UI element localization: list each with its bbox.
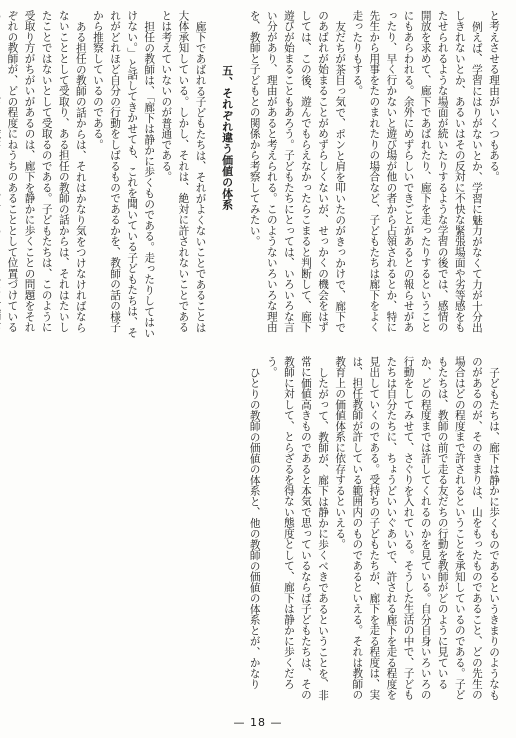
- upper-text-block: [6, 10, 502, 340]
- page-number: — 18 —: [233, 716, 283, 729]
- lower-text-block: [14, 356, 502, 706]
- paragraph: したがって、教師が、廊下は静かに歩くべきであるということを、非常に価値高きものであると本気で思っているならば子どもたちは、その教師に対して、とらざるを得ない態度として、廊下は静かに歩くだろう。: [265, 356, 330, 700]
- section-heading: 五、それぞれ違う価値の体系: [220, 65, 234, 210]
- paragraph: ひとりの教師の価値の体系と、他の教師の価値の体系とが、かなり: [248, 366, 261, 690]
- paragraph: と考えさせる理由がいくつもある。: [488, 10, 500, 182]
- paragraph: 例えば、学習にはりがないとか、学習に魅力がなくて力が十分出しきれないとか、あるいはその反対に不快な緊張場面や劣等感をもたせられるような場面が続いたりするような学習の後では、感情の開放を求めて、廊下であばれたり、廊下を走ったりするということにもあらわれる。余外にめずらしいできごとがあるとの報らせがあったり、早く行かないと遊び場が他の者から占領されるとか、特に先生から用事をたのまれたりの場合など、子どもたちは廊下をよく走ったりもする。: [351, 10, 483, 333]
- paragraph: 友だちが茶目っ気で、ポンと肩を叩いたのがきっかけで、廊下でのあばれが始まることがめずらしくないが、せっかくの機会をはずしては、この後、遊んでもらえなかったらこまると判断して、廊下遊びが始まることもあろう。子どもたちにとっては、いろいろな言い分があり、理由があると考えられる。このようないろいろな理由を、教師と子どもとの関係から考察してみたい。: [248, 10, 347, 333]
- paragraph: 担任の教師は、「廊下は静かに歩くものである。走ったりしてはいけない。」と話してきかせても、これを聞いている子どもたちは、それがどれほど自分の行動をしばるものであるかを、教師の話の様子から推察しているのである。: [91, 10, 156, 338]
- paragraph: 廊下であばれる子どもたちは、それがよくないことであることは大体承知している。しかし、それは、絶対に許されないことであるとは考えていないのが普通である。: [160, 10, 207, 333]
- paragraph: ある担任の教師の話からは、それはかなり気をつけなければならないこととして受取り、ある担任の教師の話からは、それはたいしたことではないとして受取るのである。子どもたちは、このように受取り方がちがいがあるのは、廊下を静かに歩くことの問題をそれぞれの教師が、どの程度にねうちのあることとして位置づけている: [6, 10, 87, 333]
- paragraph: 子どもたちは、廊下は静かに歩くものであるというきまりのようなものがあるのが、そのきまりは、山をもったものであること、どの先生の場合はどの程度まで許されるということを承知しているのである。子どもたちは、教師の前で走る友だちの行動を教師がどのように見ているか、どの程度までは許してくれるのかを見ている。自分自身いろいろの行動をしてみせて、さぐりを入れている。そうした生活の中で、子どもたちは自分たちに、ちょうどいいぐあいで、許される廊下を走る程度を見出していくのである。受持ちの子どもたちが、廊下を走る程度は、実は、担任教師が許している範囲内のものであるといえる。それは教師の教育上の価値体系に依存するといえる。: [334, 356, 500, 700]
